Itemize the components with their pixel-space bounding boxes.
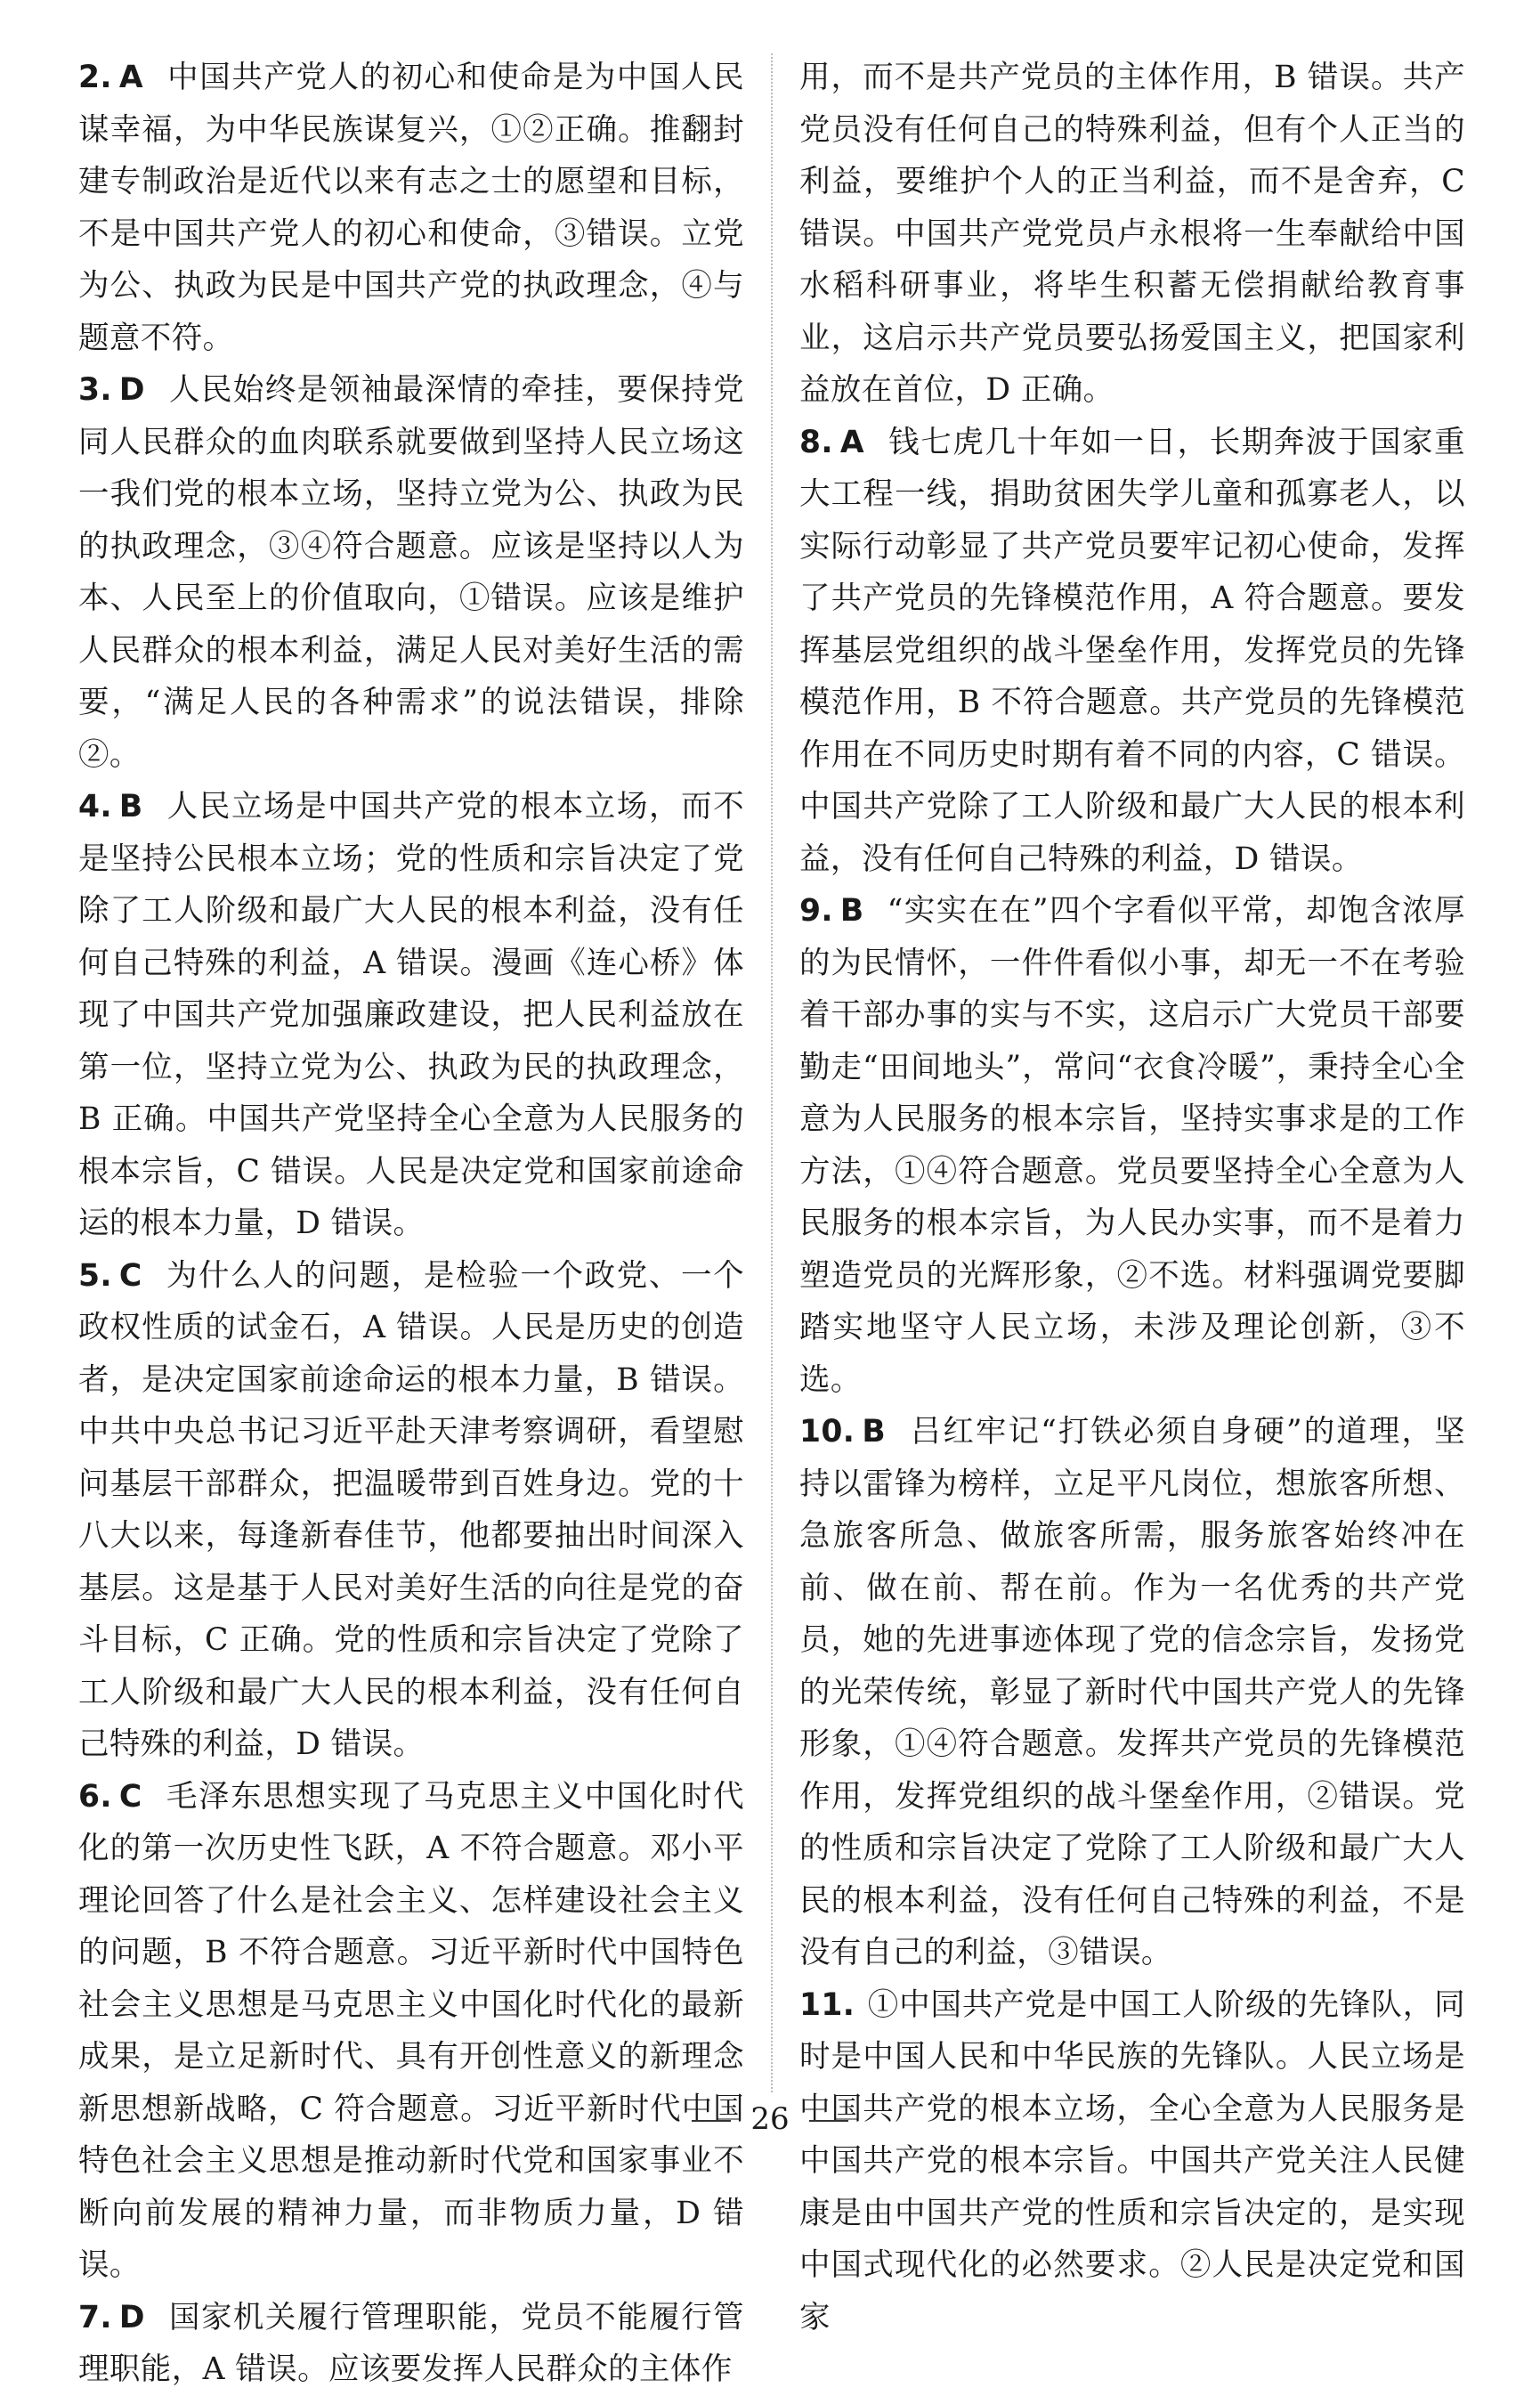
question-number: 7.	[78, 2299, 112, 2335]
question-number: 5.	[78, 1257, 112, 1294]
answer-item	[78, 364, 744, 781]
answer-item	[78, 52, 744, 364]
explanation-text: 用，而不是共产党员的主体作用，B 错误。共产党员没有任何自己的特殊利益，但有个人正当的利益，要维护个人的正当利益，而不是舍弃，C 错误。中国共产党党员卢永根将一生奉献给中国水稻科研事业，将毕生积蓄无偿捐献给教育事业，这启示共产党员要弘扬爱国主义，把国家利益放在首位，D 正确。	[799, 60, 1465, 408]
explanation-text: ①中国共产党是中国工人阶级的先锋队，同时是中国人民和中华民族的先锋队。人民立场是中国共产党的根本立场，全心全意为人民服务是中国共产党的根本宗旨。中国共产党关注人民健康是由中国共产党的性质和宗旨决定的，是实现中国式现代化的必然要求。②人民是决定党和国家	[799, 1986, 1465, 2335]
answer-item	[78, 1771, 744, 2292]
answer-item	[78, 2292, 744, 2396]
explanation-text: “实实在在”四个字看似平常，却饱含浓厚的为民情怀，一件件看似小事，却无一不在考验着干部办事的实与不实，这启示广大党员干部要勤走“田间地头”，常问“衣食冷暖”，秉持全心全意为人民服务的根本宗旨，坚持实事求是的工作方法，①④符合题意。党员要坚持全心全意为人民服务的根本宗旨，为人民办实事，而不是着力塑造党员的光辉形象，②不选。材料强调党要脚踏实地坚守人民立场，未涉及理论创新，③不选。	[799, 893, 1465, 1398]
explanation-text: 中国共产党人的初心和使命是为中国人民谋幸福，为中华民族谋复兴，①②正确。推翻封建专制政治是近代以来有志之士的愿望和目标，不是中国共产党人的初心和使命，③错误。立党为公、执政为民是中国共产党的执政理念，④与题意不符。	[78, 60, 744, 356]
answer-letter: B	[118, 789, 143, 824]
explanation-text: 钱七虎几十年如一日，长期奔波于国家重大工程一线，捐助贫困失学儿童和孤寡老人，以实际行动彰显了共产党员要牢记初心使命，发挥了共产党员的先锋模范作用，A 符合题意。要发挥基层党组织的战斗堡垒作用，发挥党员的先锋模范作用，B 不符合题意。共产党员的先锋模范作用在不同历史时期有着不同的内容，C 错误。中国共产党除了工人阶级和最广大人民的根本利益，没有任何自己特殊的利益，D 错误。	[799, 424, 1465, 877]
explanation-text: 毛泽东思想实现了马克思主义中国化时代化的第一次历史性飞跃，A 不符合题意。邓小平理论回答了什么是社会主义、怎样建设社会主义的问题，B 不符合题意。习近平新时代中国特色社会主义思想是马克思主义中国化时代化的最新成果，是立足新时代、具有开创性意义的新理念新思想新战略，C 符合题意。习近平新时代中国特色社会主义思想是推动新时代党和国家事业不断向前发展的精神力量，而非物质力量，D 错误。	[78, 1778, 744, 2283]
question-number: 2.	[78, 60, 112, 95]
answer-item-continued	[799, 52, 1465, 417]
answer-letter: B	[862, 1414, 887, 1450]
answer-letter: C	[118, 1257, 142, 1294]
question-number: 3.	[78, 372, 112, 408]
answer-item	[78, 1250, 744, 1771]
page-number: 26	[750, 2101, 790, 2137]
answer-letter: A	[839, 424, 865, 460]
explanation-text: 人民立场是中国共产党的根本立场，而不是坚持公民根本立场；党的性质和宗旨决定了党除了工人阶级和最广大人民的根本利益，没有任何自己特殊的利益，A 错误。漫画《连心桥》体现了中国共产党加强廉政建设，把人民利益放在第一位，坚持立党为公、执政为民的执政理念，B 正确。中国共产党坚持全心全意为人民服务的根本宗旨，C 错误。人民是决定党和国家前途命运的根本力量，D 错误。	[78, 789, 744, 1241]
question-number: 6.	[78, 1778, 112, 1815]
question-number: 4.	[78, 789, 112, 824]
question-number: 9.	[799, 893, 833, 929]
left-column	[78, 52, 744, 2387]
answer-item	[799, 1979, 1465, 2344]
answer-item	[799, 885, 1465, 1406]
answer-letter: D	[118, 372, 145, 408]
answer-item	[78, 781, 744, 1250]
right-column	[799, 52, 1465, 2335]
explanation-text: 吕红牢记“打铁必须自身硬”的道理，坚持以雷锋为榜样，立足平凡岗位，想旅客所想、急旅客所急、做旅客所需，服务旅客始终冲在前、做在前、帮在前。作为一名优秀的共产党员，她的先进事迹体现了党的信念宗旨，发扬党的光荣传统，彰显了新时代中国共产党人的先锋形象，①④符合题意。发挥共产党员的先锋模范作用，发挥党组织的战斗堡垒作用，②错误。党的性质和宗旨决定了党除了工人阶级和最广大人民的根本利益，没有任何自己特殊的利益，不是没有自己的利益，③错误。	[799, 1414, 1465, 1970]
footer-dash-right	[809, 2120, 848, 2122]
explanation-text: 国家机关履行管理职能，党员不能履行管理职能，A 错误。应该要发挥人民群众的主体作	[78, 2299, 744, 2387]
question-number: 10.	[799, 1414, 855, 1450]
answer-letter: C	[118, 1778, 142, 1815]
answer-item	[799, 417, 1465, 886]
explanation-text: 为什么人的问题，是检验一个政党、一个政权性质的试金石，A 错误。人民是历史的创造者，是决定国家前途命运的根本力量，B 错误。中共中央总书记习近平赴天津考察调研，看望慰问基层干部群众，把温暖带到百姓身边。党的十八大以来，每逢新春佳节，他都要抽出时间深入基层。这是基于人民对美好生活的向往是党的奋斗目标，C 正确。党的性质和宗旨决定了党除了工人阶级和最广大人民的根本利益，没有任何自己特殊的利益，D 错误。	[78, 1257, 744, 1762]
column-divider	[771, 53, 773, 2092]
answer-letter: D	[118, 2299, 145, 2335]
question-number: 8.	[799, 424, 833, 460]
answer-item	[799, 1406, 1465, 1979]
page-footer	[0, 2101, 1540, 2137]
answer-letter: B	[839, 893, 864, 929]
answer-letter: A	[118, 60, 144, 95]
question-number: 11.	[799, 1986, 855, 2023]
footer-dash-left	[692, 2120, 731, 2122]
explanation-text: 人民始终是领袖最深情的牵挂，要保持党同人民群众的血肉联系就要做到坚持人民立场这一我们党的根本立场，坚持立党为公、执政为民的执政理念，③④符合题意。应该是坚持以人为本、人民至上的价值取向，①错误。应该是维护人民群众的根本利益，满足人民对美好生活的需要，“满足人民的各种需求”的说法错误，排除②。	[78, 372, 744, 773]
